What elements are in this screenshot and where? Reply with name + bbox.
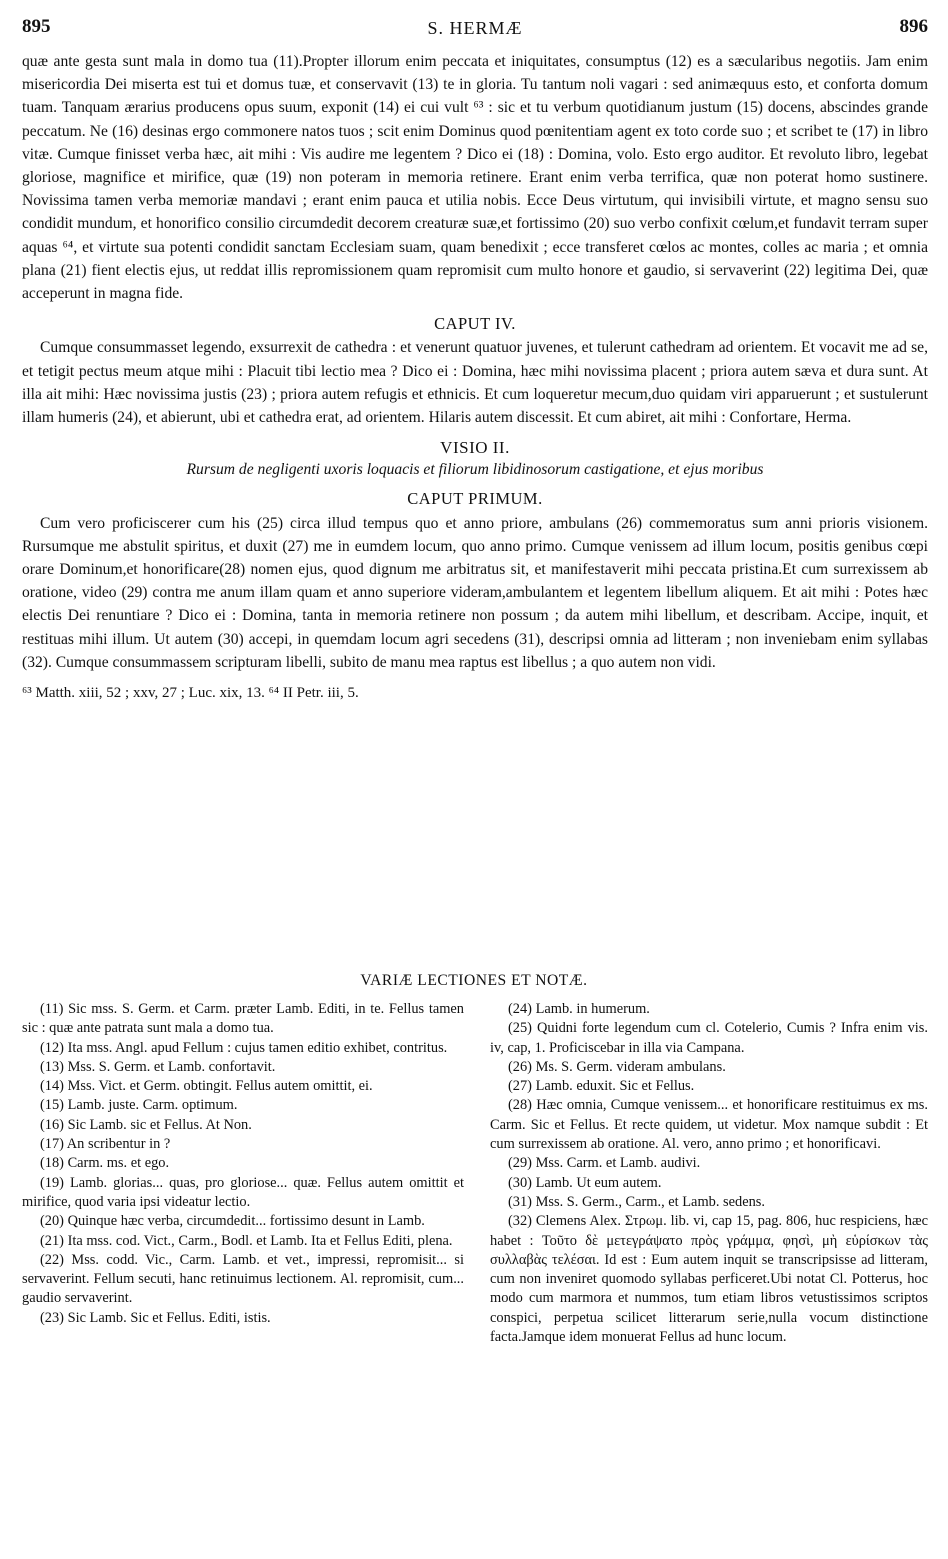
paragraph-caput-primum: Cum vero proficiscerer cum his (25) circa illud tempus quo et anno priore, ambulans (26) commemoratus sum anni prioris visionem. Rursumque me abstulit spiritus, et duxit (27) me in eumdem locum, quo anno primo. Cumque venissem ad illum locum, positis genibus cœpi orare Dominum,et honorificare(28) nomen ejus, quod dignum me arbitratus sit, et manifestaverit mihi peccata pristina.Et cum surrexissem ab oratione, video (29) contra me anum illam quam et anno superiore videram,ambulantem et legentem libellum aliquem. Et ait mihi : Potes hæc electis Dei renuntiare ? Dico ei : Domina, tanta in memoria retinere non possum ; da autem mihi libellum, et describam. Accipe, inquit, et restituas mihi illum. Ut autem (30) accepi, in quemdam locum agri secedens (31), descripsi omnia ad litteram ; non inveniebam enim syllabas (32). Cumque consummassem scripturam libelli, subito de manu mea raptus est libellus ; a quo autem non vidi. (22, 514, 928, 671)
note-item: (21) Ita mss. cod. Vict., Carm., Bodl. et Lamb. Ita et Fellus Editi, plena. (40, 1232, 453, 1249)
scripture-footnotes: ⁶³ Matth. xiii, 52 ; xxv, 27 ; Luc. xix, 13. ⁶⁴ II Petr. iii, 5. (22, 685, 359, 702)
note-item: (24) Lamb. in humerum. (508, 1001, 650, 1017)
main-text (22, 50, 928, 705)
paragraph-caput-iv: Cumque consummasset legendo, exsurrexit de cathedra : et venerunt quatuor juvenes, et tulerunt cathedram ad orientem. Et vocavit me ad se, et tetigit pectus meum atque mihi : Placuit tibi lectio mea ? Dico ei : Domina, hæc mihi novissima placent ; priora autem sæva et dura sunt. At illa ait mihi: Hæc novissima justis (23) ; priora autem refugis et ethnicis. Et cum loqueretur mecum,duo quidam viri apparuerunt ; et sustulerunt illam humeris (24), et abierunt, ubi et cathedra erat, ad orientem. Hilaris autem discessit. Et cum abiret, ait mihi : Confortare, Herma. (22, 339, 928, 427)
chapter-heading-iv: CAPUT IV. (434, 314, 516, 334)
chapter-heading-primum: CAPUT PRIMUM. (407, 489, 543, 509)
note-item: (23) Sic Lamb. Sic et Fellus. Editi, istis. (40, 1309, 271, 1326)
note-item: (14) Mss. Vict. et Germ. obtingit. Fellus autem omittit, ei. (40, 1078, 373, 1095)
running-title: S. HERMÆ (427, 18, 523, 38)
notes-column-left (22, 1000, 464, 1328)
note-item: (26) Ms. S. Germ. videram ambulans. (508, 1058, 726, 1075)
vision-heading: VISIO II. (440, 438, 510, 458)
note-item: (27) Lamb. eduxit. Sic et Fellus. (508, 1078, 695, 1095)
note-item: (28) Hæc omnia, Cumque venissem... et honorificare restituimus ex ms. Carm. Sic et Fellus. Et recte quidem, ut videtur. Mox namque subdit : Et cum surrexissem ab oratione. Al. vero, anno primo ; et honorificavi. (490, 1097, 928, 1153)
note-item: (31) Mss. S. Germ., Carm., et Lamb. sedens. (508, 1193, 765, 1210)
page-number-right: 896 (899, 16, 928, 37)
note-item: (25) Quidni forte legendum cum cl. Cotelerio, Cumis ? Infra enim vis. iv, cap, 1. Proficiscebar in illa via Campana. (490, 1020, 928, 1056)
note-item: (32) Clemens Alex. Στρωμ. lib. vi, cap 15, pag. 806, huc respiciens, hæc habet : Τοῦτο δὲ μετεγράψατο πρὸς γράμμα, φησὶ, μὴ εὑρίσκων τὰς συλλαβὰς τελέσαι. Id est : Eum autem inquit se transcripsisse ad litteram, cum non inveniret quomodo syllabas perficeret.Ubi notat Cl. Potterus, hoc modo cum marmora et nummos, tum etiam libros vetustissimos scriptos conspici, perpetua scilicet litterarum serie,nulla vocum distinctione facta.Jamque idem monuerat Fellus ad hunc locum. (490, 1213, 928, 1346)
note-item: (16) Sic Lamb. sic et Fellus. At Non. (40, 1116, 252, 1133)
note-item: (17) An scribentur in ? (40, 1136, 171, 1153)
notes-heading: VARIÆ LECTIONES ET NOTÆ. (360, 972, 588, 989)
note-item: (19) Lamb. glorias... quas, pro gloriose... quæ. Fellus autem omittit et mirifice, quod varia ipsi videatur lectio. (22, 1174, 464, 1210)
note-item: (15) Lamb. juste. Carm. optimum. (40, 1097, 238, 1114)
page-number-left: 895 (22, 16, 51, 37)
page-header (22, 14, 928, 44)
note-item: (12) Ita mss. Angl. apud Fellum : cujus tamen editio exhibet, contritus. (40, 1039, 448, 1056)
note-item: (30) Lamb. Ut eum autem. (508, 1174, 662, 1191)
note-item: (18) Carm. ms. et ego. (40, 1155, 170, 1172)
vision-subtitle: Rursum de negligenti uxoris loquacis et filiorum libidinosorum castigatione, et ejus moribus (186, 461, 764, 479)
note-item: (13) Mss. S. Germ. et Lamb. confortavit. (40, 1058, 276, 1075)
notes-column-right (490, 1000, 928, 1347)
paragraph-continuation: quæ ante gesta sunt mala in domo tua (11).Propter illorum enim peccata et iniquitates, consumptus (12) es a sæcularibus negotiis. Jam enim misericordia Dei miserta est tui et domus tuæ, et conservavit (13) te in gloria. Tu tantum noli vagari : sed animæquus esto, et conforta domum tuam. Tanquam ærarius producens opus suum, exponit (14) ei cui vult ⁶³ : sic et tu verbum quotidianum justum (15) docens, abscindes grande peccatum. Ne (16) desinas ergo commonere natos tuos ; scit enim Dominus quod pœnitentiam agent ex toto corde suo ; et scribet te (17) in libro vitæ. Cumque finisset verba hæc, ait mihi : Vis audire me legentem ? Dico ei (18) : Domina, volo. Esto ergo auditor. Et revoluto libro, legebat gloriose, magnifice et mirifice, quæ (19) non poteram in memoria retinere. Erant enim verba terrifica, quæ non poterat homo sustinere. Novissima tamen verba memoriæ mandavi ; erant enim pauca et utilia nobis. Ecce Deus virtutum, qui invisibili virtute, et magno sensu suo condidit mundum, et honorifico consilio circumdedit decorem creaturæ suæ,et fortissimo (20) suo verbo confixit cœlum,et fundavit terram super aquas ⁶⁴, et virtute sua potenti condidit sanctam Ecclesiam suam, quam benedixit ; ecce transferet cœlos ac montes, colles ac maria ; et omnia plana (21) fient electis ejus, ut reddat illis repromissionem quam repromisit cum multo honore et gaudio, si servaverint (22) legitima Dei, quæ acceperunt in magna fide. (22, 53, 928, 303)
note-item: (22) Mss. codd. Vic., Carm. Lamb. et vet., impressi, repromisit... si servaverint. Fellum secuti, hanc retinuimus lectionem. Al. repromisit, cum... gaudio servaverint. (22, 1251, 464, 1307)
note-item: (29) Mss. Carm. et Lamb. audivi. (508, 1155, 701, 1172)
note-item: (11) Sic mss. S. Germ. et Carm. præter Lamb. Editi, in te. Fellus tamen sic : quæ ante patrata sunt mala a domo tua. (22, 1001, 464, 1037)
note-item: (20) Quinque hæc verba, circumdedit... fortissimo desunt in Lamb. (40, 1213, 425, 1230)
